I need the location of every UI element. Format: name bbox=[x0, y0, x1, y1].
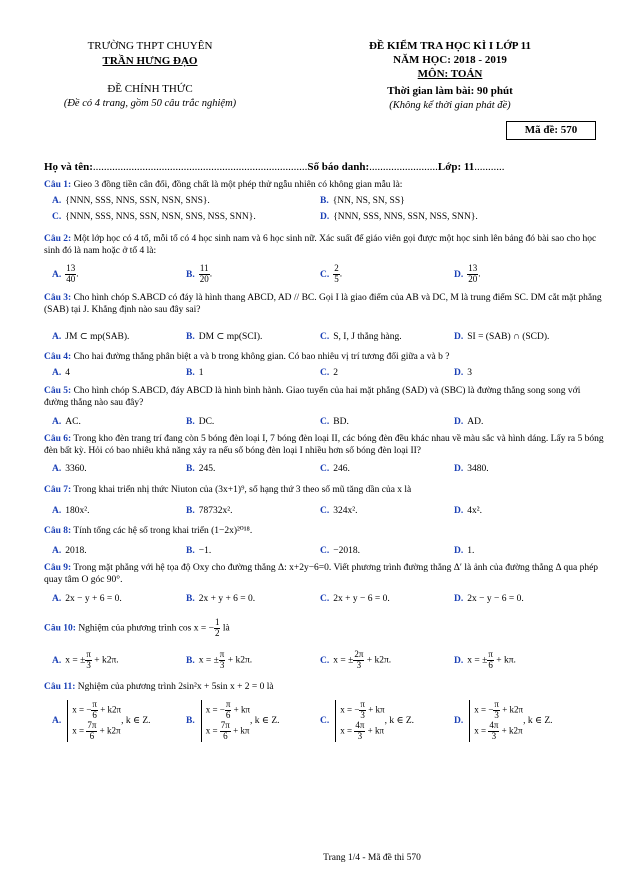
option-a[interactable]: A. 2x − y + 6 = 0. bbox=[52, 594, 122, 604]
option-c[interactable]: C. 2x + y − 6 = 0. bbox=[320, 594, 390, 604]
option-a[interactable]: A. JM ⊂ mp(SAB). bbox=[52, 332, 130, 342]
school-line1: TRƯỜNG THPT CHUYÊN bbox=[87, 40, 213, 52]
option-b[interactable]: B. −1. bbox=[186, 546, 212, 556]
option-d[interactable]: D. 1. bbox=[454, 546, 475, 556]
question-text-after: là bbox=[220, 623, 230, 634]
question-number: Câu 3: bbox=[44, 293, 72, 303]
school-line2: TRẦN HƯNG ĐẠO bbox=[102, 54, 198, 67]
option-a[interactable]: A. 2018. bbox=[52, 546, 87, 556]
question-7 bbox=[44, 485, 604, 497]
question-8 bbox=[44, 526, 604, 538]
question-9 bbox=[44, 563, 604, 587]
option-b[interactable]: B. $\frac{11}{20}$ . bbox=[186, 263, 213, 284]
option-c[interactable]: C. BD. bbox=[320, 417, 349, 427]
question-number: Câu 9: bbox=[44, 563, 72, 573]
question-number: Câu 1: bbox=[44, 180, 72, 190]
question-text: Một lớp học có 4 tổ, mỗi tổ có 4 học sinh nam và 6 học sinh nữ. Xác suất để giáo viên gọi được một học sinh lên bảng đó bài sao cho học sinh đó là nam hoặc ở tổ 4 là: bbox=[44, 234, 597, 256]
option-c[interactable]: C. x = − $\frac{\pi}{3}$ + kπ x = $\frac{4\pi}{3}$ + kπ , k ∈ Z. bbox=[320, 699, 415, 741]
question-4 bbox=[44, 352, 604, 364]
option-c[interactable]: C. {NNN, SSS, NNS, SSN, NSN, SNS, NSS, SNN}. bbox=[52, 212, 256, 222]
class-field[interactable]: ........... bbox=[474, 161, 505, 173]
option-b[interactable]: B. 1 bbox=[186, 368, 204, 378]
question-text: Trong kho đèn trang trí đang còn 5 bóng đèn loại I, 7 bóng đèn loại II, các bóng đèn đều khác nhau về màu sắc và hình dáng. Lấy ra 5 bóng đèn bất kỳ. Hỏi có bao nhiêu khả năng xảy ra nếu số bóng đèn loại I nhiều hơn số bóng đèn loại II? bbox=[44, 434, 604, 456]
option-c[interactable]: C. 2 bbox=[320, 368, 338, 378]
option-b[interactable]: B. x = − $\frac{\pi}{6}$ + kπ x = $\frac{7\pi}{6}$ + kπ , k ∈ Z. bbox=[186, 699, 280, 741]
option-c[interactable]: C. 324x². bbox=[320, 506, 358, 516]
question-text: Trong khai triển nhị thức Niuton của (3x+1)⁹, số hạng thứ 3 theo số mũ tăng dần của x là bbox=[73, 485, 412, 495]
option-d[interactable]: D. $\frac{13}{20}$ . bbox=[454, 263, 481, 284]
option-b[interactable]: B. DM ⊂ mp(SCI). bbox=[186, 332, 263, 342]
exam-header bbox=[300, 40, 600, 112]
question-11 bbox=[44, 682, 604, 694]
option-d[interactable]: D. AD. bbox=[454, 417, 484, 427]
option-c[interactable]: C. x = ± $\frac{2\pi}{3}$ + k2π. bbox=[320, 649, 392, 670]
question-number: Câu 4: bbox=[44, 352, 72, 362]
option-c[interactable]: C. $\frac{2}{5}$ . bbox=[320, 263, 343, 284]
option-a[interactable]: A. 4 bbox=[52, 368, 70, 378]
student-info-line bbox=[44, 161, 604, 175]
duration-note: (Không kể thời gian phát đề) bbox=[389, 100, 511, 111]
question-5 bbox=[44, 386, 604, 410]
question-text: Cho hình chóp S.ABCD, đáy ABCD là hình bình hành. Giao tuyến của hai mặt phẳng (SAD) và (SBC) là đường thẳng song song với đường thẳng nào sau đây? bbox=[44, 386, 581, 408]
option-c[interactable]: C. 246. bbox=[320, 464, 350, 474]
option-a[interactable]: A. AC. bbox=[52, 417, 81, 427]
option-d[interactable]: D. x = − $\frac{\pi}{3}$ + k2π x = $\frac{4\pi}{3}$ + k2π , k ∈ Z. bbox=[454, 699, 553, 741]
option-d[interactable]: D. SI = (SAB) ∩ (SCD). bbox=[454, 332, 550, 342]
option-a[interactable]: A. 3360. bbox=[52, 464, 87, 474]
name-field[interactable]: .............................................................................. bbox=[92, 161, 308, 173]
question-number: Câu 2: bbox=[44, 234, 72, 244]
question-text: Nghiệm của phương trình 2sin²x + 5sin x + 2 = 0 là bbox=[77, 682, 274, 692]
option-b[interactable]: B. 245. bbox=[186, 464, 216, 474]
option-a[interactable]: A. x = ± $\frac{\pi}{3}$ + k2π. bbox=[52, 649, 119, 670]
option-a[interactable]: A. 180x². bbox=[52, 506, 90, 516]
pages-note: (Đề có 4 trang, gồm 50 câu trắc nghiệm) bbox=[63, 98, 237, 110]
subject: MÔN: TOÁN bbox=[417, 67, 483, 80]
question-number: Câu 8: bbox=[44, 526, 72, 536]
question-6 bbox=[44, 434, 604, 458]
option-b[interactable]: B. x = ± $\frac{\pi}{3}$ + k2π. bbox=[186, 649, 253, 670]
question-10 bbox=[44, 618, 604, 639]
question-text: Tính tổng các hệ số trong khai triển (1−2x)²⁰¹⁸. bbox=[73, 526, 253, 536]
option-d[interactable]: D. 4x². bbox=[454, 506, 482, 516]
official-label: ĐỀ CHÍNH THỨC bbox=[107, 82, 193, 95]
question-fraction: $\frac{1}{2}$ bbox=[214, 617, 220, 638]
question-number: Câu 11: bbox=[44, 682, 76, 692]
page-footer: Trang 1/4 - Mã đề thi 570 bbox=[323, 853, 421, 863]
option-a[interactable]: A. {NNN, SSS, NNS, SSN, NSN, SNS}. bbox=[52, 196, 210, 206]
question-2 bbox=[44, 234, 604, 258]
option-a[interactable]: A. x = − $\frac{\pi}{6}$ + k2π x = $\frac{7\pi}{6}$ + k2π , k ∈ Z. bbox=[52, 699, 151, 741]
option-c[interactable]: C. S, I, J thẳng hàng. bbox=[320, 332, 402, 342]
option-a[interactable]: A. $\frac{13}{40}$ . bbox=[52, 263, 79, 284]
class-label: Lớp: 11 bbox=[437, 161, 475, 173]
name-label: Họ và tên: bbox=[44, 161, 93, 173]
question-text-before: Nghiệm của phương trình cos x = − bbox=[78, 623, 214, 634]
option-d[interactable]: D. 3 bbox=[454, 368, 472, 378]
question-number: Câu 6: bbox=[44, 434, 72, 444]
exam-code-box: Mã đề: 570 bbox=[506, 121, 596, 140]
option-d[interactable]: D. {NNN, SSS, NNS, SSN, NSS, SNN}. bbox=[320, 212, 478, 222]
question-number: Câu 10: bbox=[44, 623, 76, 634]
option-d[interactable]: D. x = ± $\frac{\pi}{6}$ + kπ. bbox=[454, 649, 516, 670]
school-year: NĂM HỌC: 2018 - 2019 bbox=[393, 53, 507, 66]
school-header bbox=[0, 40, 300, 110]
option-d[interactable]: D. 3480. bbox=[454, 464, 489, 474]
duration: Thời gian làm bài: 90 phút bbox=[387, 85, 513, 98]
question-text: Cho hai đường thẳng phân biệt a và b trong không gian. Có bao nhiêu vị trí tương đối giữa a và b ? bbox=[73, 352, 450, 362]
question-text: Gieo 3 đồng tiền cân đối, đồng chất là một phép thử ngẫu nhiên có không gian mẫu là: bbox=[73, 180, 403, 190]
id-label: Số báo danh: bbox=[307, 161, 370, 173]
id-field[interactable]: ......................... bbox=[369, 161, 438, 173]
option-b[interactable]: B. {NN, NS, SN, SS} bbox=[320, 196, 405, 206]
question-text: Trong mặt phẳng với hệ tọa độ Oxy cho đường thẳng Δ: x+2y−6=0. Viết phương trình đường thẳng Δ′ là ảnh của đường thẳng Δ qua phép quay tâm O góc 90°. bbox=[44, 563, 599, 585]
option-c[interactable]: C. −2018. bbox=[320, 546, 360, 556]
question-text: Cho hình chóp S.ABCD có đáy là hình thang ABCD, AD // BC. Gọi I là giao điểm của AB và DC, M là trung điểm SC. DM cắt mặt phẳng (SAB) tại J. Khẳng định nào sau đây sai? bbox=[44, 293, 602, 315]
option-b[interactable]: B. DC. bbox=[186, 417, 215, 427]
question-number: Câu 5: bbox=[44, 386, 72, 396]
option-b[interactable]: B. 2x + y + 6 = 0. bbox=[186, 594, 256, 604]
question-1 bbox=[44, 180, 604, 192]
option-d[interactable]: D. 2x − y − 6 = 0. bbox=[454, 594, 524, 604]
question-3 bbox=[44, 293, 604, 317]
exam-title: ĐỀ KIỂM TRA HỌC KÌ I LỚP 11 bbox=[368, 40, 532, 52]
question-number: Câu 7: bbox=[44, 485, 72, 495]
option-b[interactable]: B. 78732x². bbox=[186, 506, 233, 516]
